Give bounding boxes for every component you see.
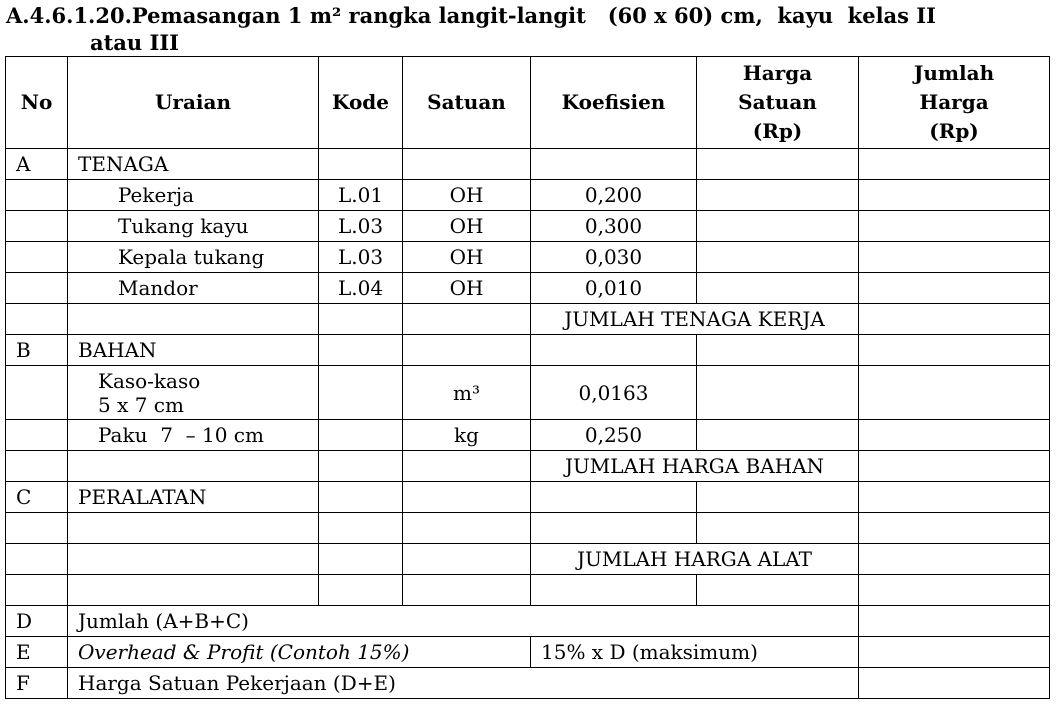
satuan-cell: kg (403, 420, 531, 451)
satuan-cell: OH (403, 242, 531, 273)
uraian-cell: Kaso-kaso 5 x 7 cm (68, 366, 319, 420)
header-uraian: Uraian (68, 57, 319, 149)
footer-no: D (6, 606, 68, 637)
table-row (6, 575, 1050, 606)
table-row (6, 211, 1050, 242)
footer-row-e (6, 637, 1050, 668)
kode-cell: L.03 (319, 242, 403, 273)
section-label: BAHAN (68, 335, 319, 366)
total-row-bahan (6, 451, 1050, 482)
section-row-peralatan (6, 482, 1050, 513)
table-row (6, 513, 1050, 544)
table-row (6, 420, 1050, 451)
table-row (6, 366, 1050, 420)
document-title (6, 2, 936, 56)
satuan-cell: OH (403, 211, 531, 242)
section-no: A (6, 149, 68, 180)
title-line-1: A.4.6.1.20.Pemasangan 1 m² rangka langit-langit (60 x 60) cm, kayu kelas II (6, 3, 936, 28)
section-no: C (6, 482, 68, 513)
footer-label: Overhead & Profit (Contoh 15%) (68, 637, 531, 668)
header-row (6, 57, 1050, 149)
header-koefisien: Koefisien (531, 57, 697, 149)
koefisien-cell: 0,200 (531, 180, 697, 211)
section-row-bahan (6, 335, 1050, 366)
total-label-bahan: JUMLAH HARGA BAHAN (531, 451, 859, 482)
kode-cell: L.04 (319, 273, 403, 304)
footer-label: Jumlah (A+B+C) (68, 606, 859, 637)
kode-cell: L.01 (319, 180, 403, 211)
footer-row-f (6, 668, 1050, 699)
footer-no: E (6, 637, 68, 668)
uraian-cell: Mandor (68, 273, 319, 304)
header-no: No (6, 57, 68, 149)
section-row-tenaga (6, 149, 1050, 180)
uraian-cell: Kepala tukang (68, 242, 319, 273)
header-kode: Kode (319, 57, 403, 149)
header-jumlah-harga: Jumlah Harga (Rp) (859, 57, 1050, 149)
uraian-cell: Paku 7 – 10 cm (68, 420, 319, 451)
satuan-cell: m³ (403, 366, 531, 420)
koefisien-cell: 0,0163 (531, 366, 697, 420)
koefisien-cell: 0,010 (531, 273, 697, 304)
table-row (6, 180, 1050, 211)
footer-no: F (6, 668, 68, 699)
koefisien-cell: 0,300 (531, 211, 697, 242)
header-harga-satuan: Harga Satuan (Rp) (697, 57, 859, 149)
footer-row-d (6, 606, 1050, 637)
title-line-2: atau III (90, 30, 179, 55)
table-row (6, 242, 1050, 273)
uraian-cell: Pekerja (68, 180, 319, 211)
section-label: TENAGA (68, 149, 319, 180)
uraian-cell: Tukang kayu (68, 211, 319, 242)
footer-label: Harga Satuan Pekerjaan (D+E) (68, 668, 859, 699)
satuan-cell: OH (403, 180, 531, 211)
koefisien-cell: 0,030 (531, 242, 697, 273)
section-no: B (6, 335, 68, 366)
satuan-cell: OH (403, 273, 531, 304)
total-row-alat (6, 544, 1050, 575)
koefisien-cell: 0,250 (531, 420, 697, 451)
table-row (6, 273, 1050, 304)
total-label-tenaga: JUMLAH TENAGA KERJA (531, 304, 859, 335)
header-satuan: Satuan (403, 57, 531, 149)
section-label: PERALATAN (68, 482, 319, 513)
total-row-tenaga (6, 304, 1050, 335)
footer-note: 15% x D (maksimum) (531, 637, 859, 668)
price-analysis-table (5, 56, 1050, 699)
kode-cell: L.03 (319, 211, 403, 242)
total-label-alat: JUMLAH HARGA ALAT (531, 544, 859, 575)
